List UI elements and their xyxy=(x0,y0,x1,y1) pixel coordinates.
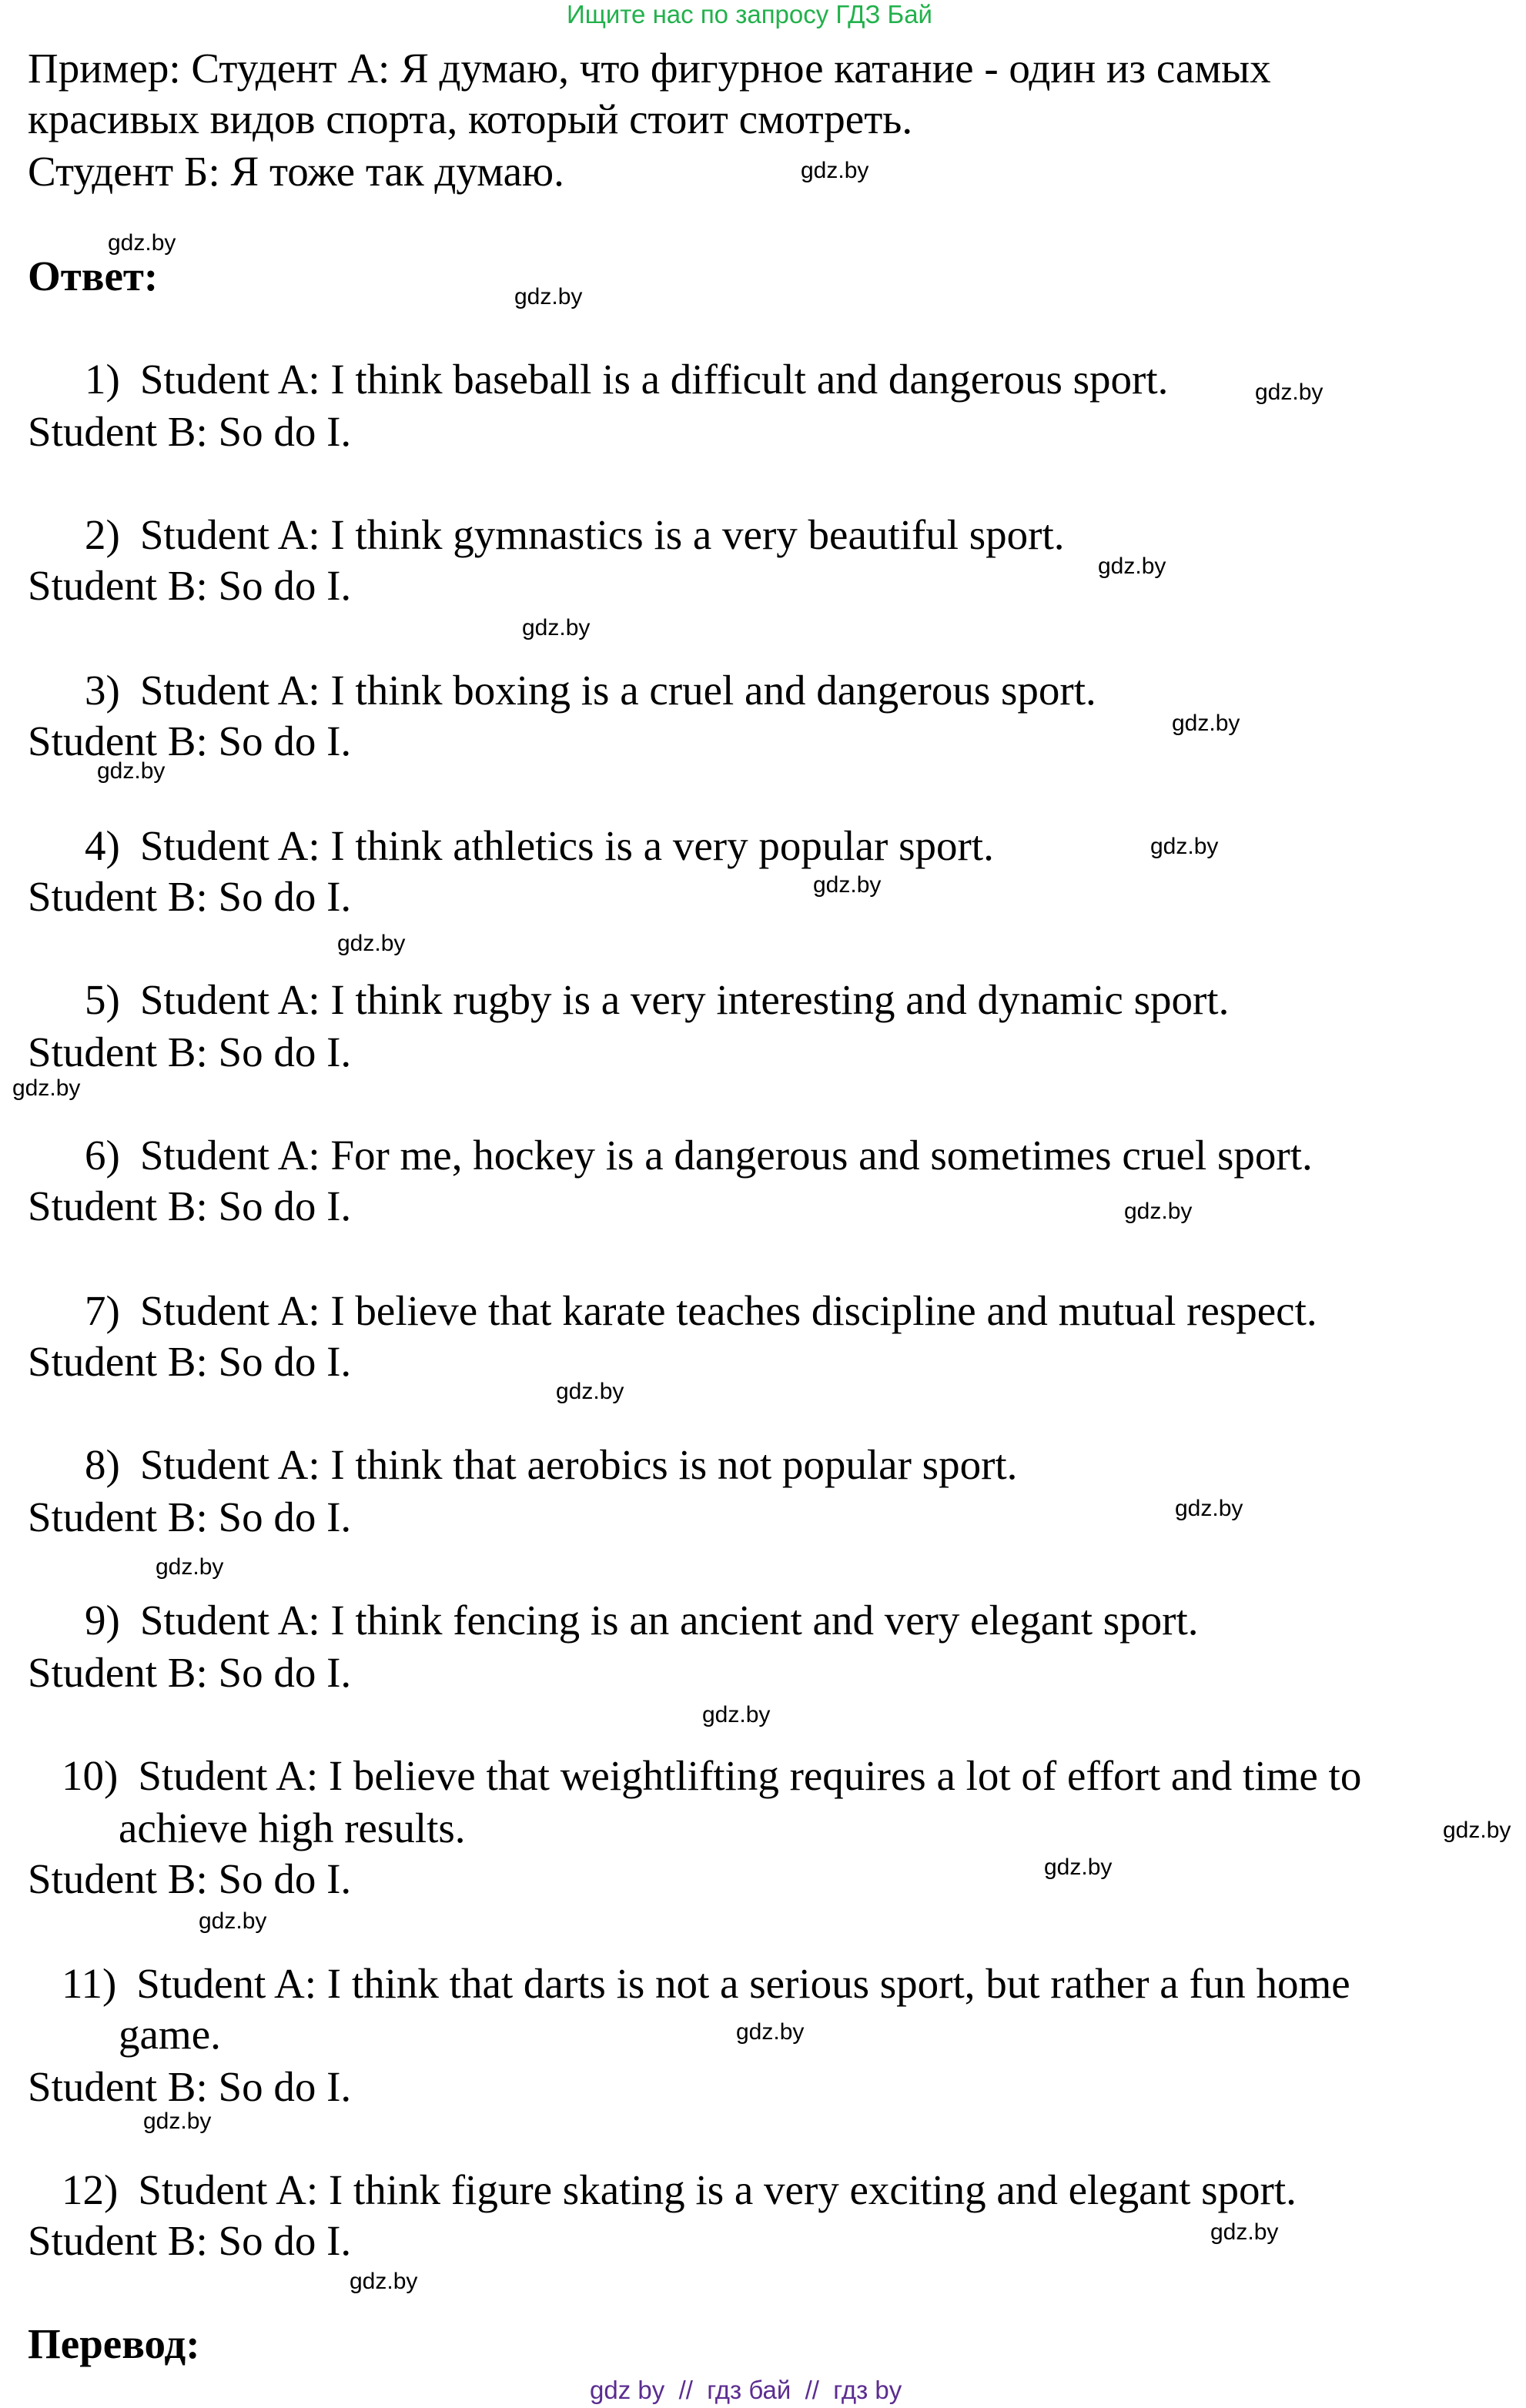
watermark: gdz.by xyxy=(1150,834,1219,859)
answer-6-a xyxy=(85,1130,1313,1181)
answer-11-b: Student B: So do I. xyxy=(28,2063,352,2110)
answer-student-a: Student A: I think athletics is a very popular sport. xyxy=(139,822,994,869)
answer-3-b: Student B: So do I. xyxy=(28,717,352,764)
answer-number: 9) xyxy=(85,1597,120,1644)
answer-11-a xyxy=(62,1958,1350,2009)
answer-number: 4) xyxy=(85,822,120,869)
answer-11-a-cont: game. xyxy=(119,2011,221,2058)
watermark: gdz.by xyxy=(1210,2219,1279,2245)
watermark: gdz.by xyxy=(156,1554,224,1580)
watermark: gdz.by xyxy=(1443,1818,1511,1843)
answer-2-b: Student B: So do I. xyxy=(28,562,352,609)
watermark: gdz.by xyxy=(199,1908,267,1934)
watermark: gdz.by xyxy=(1255,380,1324,405)
example-line-3: Студент Б: Я тоже так думаю. xyxy=(28,148,564,195)
answer-student-a: Student A: I believe that weightlifting requires a lot of effort and time to xyxy=(138,1752,1362,1799)
answer-student-a: Student A: I think that aerobics is not popular sport. xyxy=(139,1441,1018,1488)
answer-number: 12) xyxy=(62,2166,119,2213)
answer-7-a xyxy=(85,1286,1317,1336)
watermark: gdz.by xyxy=(1044,1854,1113,1880)
answer-12-b: Student B: So do I. xyxy=(28,2217,352,2264)
watermark: gdz.by xyxy=(514,284,583,309)
answer-student-a: Student A: I think figure skating is a very exciting and elegant sport. xyxy=(138,2166,1297,2213)
watermark: gdz.by xyxy=(1098,554,1166,579)
answer-3-a xyxy=(85,665,1096,716)
answer-number: 2) xyxy=(85,511,120,558)
answer-number: 8) xyxy=(85,1441,120,1488)
watermark: gdz.by xyxy=(143,2109,212,2134)
answer-student-a: Student A: I think rugby is a very interesting and dynamic sport. xyxy=(139,976,1230,1023)
answer-4-b: Student B: So do I. xyxy=(28,873,352,920)
watermark: gdz.by xyxy=(108,230,176,256)
example-line-2: красивых видов спорта, который стоит смотреть. xyxy=(28,95,913,142)
answer-number: 1) xyxy=(85,356,120,403)
answer-10-b: Student B: So do I. xyxy=(28,1855,352,1902)
answer-number: 7) xyxy=(85,1287,120,1334)
answer-1-b: Student B: So do I. xyxy=(28,408,352,455)
answer-12-a xyxy=(62,2165,1297,2216)
answer-8-a xyxy=(85,1440,1017,1490)
answer-number: 5) xyxy=(85,976,120,1023)
watermark: gdz.by xyxy=(556,1379,624,1404)
answer-6-b: Student B: So do I. xyxy=(28,1182,352,1229)
answer-5-a xyxy=(85,975,1229,1025)
watermark: gdz.by xyxy=(813,872,882,898)
answer-9-a xyxy=(85,1595,1198,1646)
translation-heading: Перевод: xyxy=(28,2320,200,2367)
answer-9-b: Student B: So do I. xyxy=(28,1649,352,1696)
answer-student-a: Student A: For me, hockey is a dangerous and sometimes cruel sport. xyxy=(139,1132,1313,1179)
answer-student-a: Student A: I think baseball is a difficult and dangerous sport. xyxy=(139,356,1169,403)
answer-number: 10) xyxy=(62,1752,119,1799)
answer-heading: Ответ: xyxy=(28,253,159,299)
answer-number: 3) xyxy=(85,667,120,714)
answer-7-b: Student B: So do I. xyxy=(28,1338,352,1385)
watermark: gdz.by xyxy=(702,1702,771,1727)
answer-5-b: Student B: So do I. xyxy=(28,1028,352,1075)
answer-10-a-cont: achieve high results. xyxy=(119,1804,466,1851)
answer-student-a: Student A: I think that darts is not a serious sport, but rather a fun home xyxy=(136,1960,1350,2007)
bottom-banner: gdz by // гдз бай // гдз by xyxy=(590,2376,902,2404)
watermark: gdz.by xyxy=(801,158,869,183)
answer-1-a xyxy=(85,354,1168,405)
answer-8-b: Student B: So do I. xyxy=(28,1493,352,1540)
answer-student-a: Student A: I believe that karate teaches discipline and mutual respect. xyxy=(139,1287,1317,1334)
example-line-1: Пример: Студент А: Я думаю, что фигурное катание - один из самых xyxy=(28,45,1271,92)
answer-10-a xyxy=(62,1751,1361,1801)
answer-4-a xyxy=(85,821,994,871)
watermark: gdz.by xyxy=(736,2019,805,2045)
answer-number: 11) xyxy=(62,1960,117,2007)
watermark: gdz.by xyxy=(1172,711,1240,736)
answer-student-a: Student A: I think gymnastics is a very beautiful sport. xyxy=(139,511,1065,558)
answer-student-a: Student A: I think boxing is a cruel and dangerous sport. xyxy=(139,667,1096,714)
watermark: gdz.by xyxy=(350,2269,418,2294)
answer-number: 6) xyxy=(85,1132,120,1179)
watermark: gdz.by xyxy=(522,615,591,640)
watermark: gdz.by xyxy=(1175,1496,1243,1521)
watermark: gdz.by xyxy=(1124,1199,1193,1224)
answer-student-a: Student A: I think fencing is an ancient and very elegant sport. xyxy=(139,1597,1199,1644)
watermark: gdz.by xyxy=(337,931,406,956)
top-banner: Ищите нас по запросу ГДЗ Бай xyxy=(567,0,932,28)
watermark: gdz.by xyxy=(12,1075,81,1101)
watermark: gdz.by xyxy=(97,758,166,784)
answer-2-a xyxy=(85,510,1065,560)
